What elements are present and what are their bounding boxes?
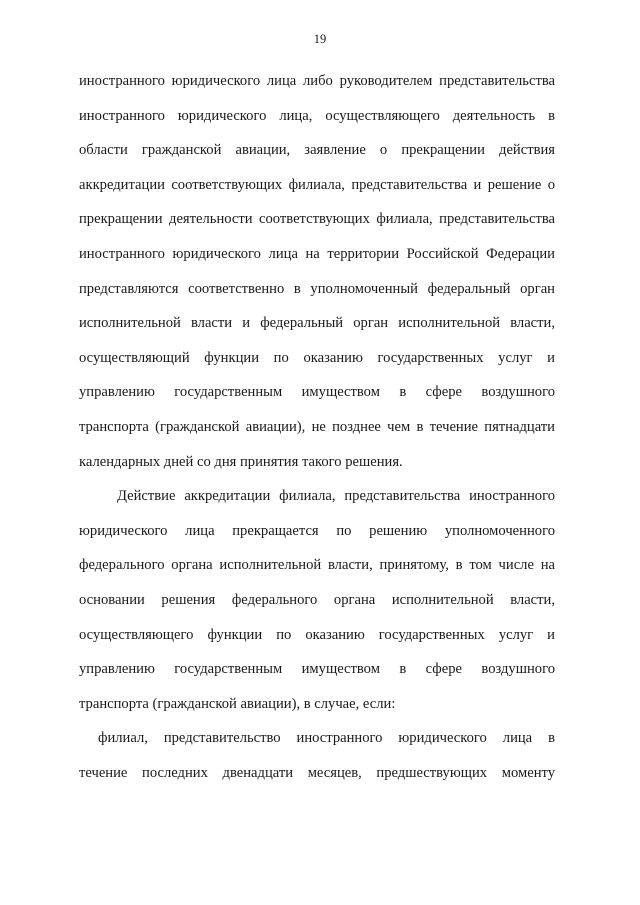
text-line: календарных дней со дня принятия такого решения. bbox=[79, 453, 403, 470]
text-line: юридического лица прекращается по решению уполномоченного bbox=[79, 522, 555, 539]
text-line: управлению государственным имуществом в сфере воздушного bbox=[79, 661, 555, 678]
text-line: основании решения федерального органа исполнительной власти, bbox=[79, 591, 555, 608]
text-line: осуществляющий функции по оказанию государственных услуг и bbox=[79, 349, 555, 366]
text-line: федерального органа исполнительной власти, принятому, в том числе на bbox=[79, 557, 555, 574]
text-line: иностранного юридического лица на территории Российской Федерации bbox=[79, 245, 555, 262]
page-number: 19 bbox=[313, 32, 327, 46]
text-line: филиал, представительство иностранного юридического лица в bbox=[98, 730, 555, 747]
text-line: области гражданской авиации, заявление о прекращении действия bbox=[79, 142, 555, 159]
text-line: исполнительной власти и федеральный орган исполнительной власти, bbox=[79, 315, 555, 332]
text-line: транспорта (гражданской авиации), в случае, если: bbox=[79, 695, 396, 712]
document-body bbox=[79, 64, 555, 790]
text-line: представляются соответственно в уполномоченный федеральный орган bbox=[79, 280, 555, 297]
text-line: течение последних двенадцати месяцев, предшествующих моменту bbox=[79, 764, 555, 781]
text-line: иностранного юридического лица либо руководителем представительства bbox=[79, 73, 555, 89]
paragraph-1 bbox=[79, 64, 555, 479]
paragraph-2 bbox=[79, 479, 555, 721]
text-line: транспорта (гражданской авиации), не позднее чем в течение пятнадцати bbox=[79, 418, 555, 435]
text-line: Действие аккредитации филиала, представительства иностранного bbox=[117, 488, 555, 505]
text-line: аккредитации соответствующих филиала, представительства и решение о bbox=[79, 176, 555, 193]
text-line: прекращении деятельности соответствующих филиала, представительства bbox=[79, 211, 555, 228]
paragraph-3 bbox=[79, 721, 555, 790]
text-line: иностранного юридического лица, осуществляющего деятельность в bbox=[79, 107, 555, 124]
text-line: осуществляющего функции по оказанию государственных услуг и bbox=[79, 626, 555, 643]
text-line: управлению государственным имуществом в сфере воздушного bbox=[79, 384, 555, 401]
